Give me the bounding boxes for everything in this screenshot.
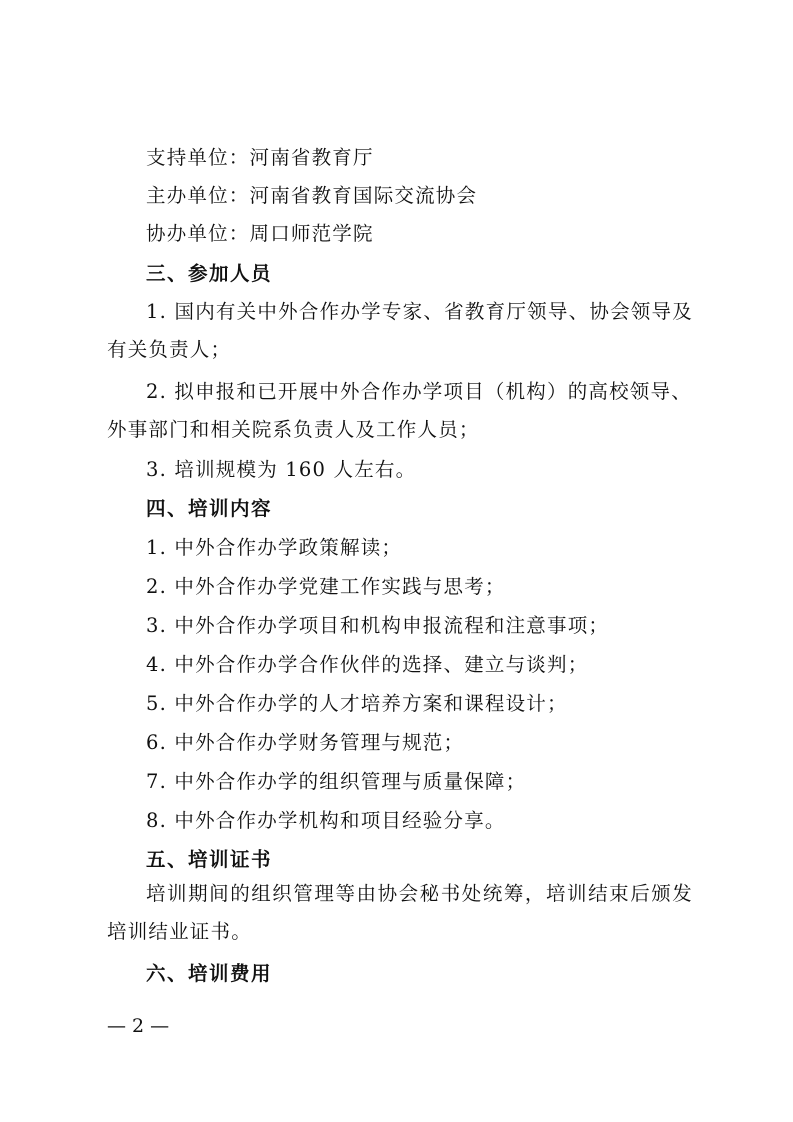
content-item-7: 7. 中外合作办学的组织管理与质量保障；: [146, 770, 527, 793]
section-heading-fees: 六、培训费用: [146, 962, 273, 985]
content-item-3: 3. 中外合作办学项目和机构申报流程和注意事项；: [146, 614, 610, 637]
participants-item-2-line-1: 2. 拟申报和已开展中外合作办学项目（机构）的高校领导、: [146, 380, 692, 403]
content-item-2: 2. 中外合作办学党建工作实践与思考；: [146, 575, 506, 598]
host-unit: 主办单位：河南省教育国际交流协会: [146, 184, 478, 207]
content-item-8: 8. 中外合作办学机构和项目经验分享。: [146, 809, 506, 832]
certificate-line-2: 培训结业证书。: [107, 920, 252, 943]
participants-item-1-line-2: 有关负责人；: [107, 338, 232, 361]
cohost-unit: 协办单位：周口师范学院: [146, 222, 374, 245]
section-heading-participants: 三、参加人员: [146, 262, 273, 285]
support-unit: 支持单位：河南省教育厅: [146, 146, 374, 169]
content-item-4: 4. 中外合作办学合作伙伴的选择、建立与谈判；: [146, 653, 589, 676]
page-number: — 2 —: [107, 1015, 170, 1037]
certificate-line-1: 培训期间的组织管理等由协会秘书处统筹，培训结束后颁发: [146, 882, 693, 905]
section-heading-content: 四、培训内容: [146, 497, 273, 520]
content-item-5: 5. 中外合作办学的人才培养方案和课程设计；: [146, 692, 568, 715]
section-heading-certificate: 五、培训证书: [146, 848, 273, 871]
participants-item-2-line-2: 外事部门和相关院系负责人及工作人员；: [107, 418, 480, 441]
participants-item-1-line-1: 1. 国内有关中外合作办学专家、省教育厅领导、协会领导及: [146, 300, 693, 323]
participants-item-3: 3. 培训规模为 160 人左右。: [146, 458, 417, 481]
content-item-1: 1. 中外合作办学政策解读；: [146, 536, 403, 559]
content-item-6: 6. 中外合作办学财务管理与规范；: [146, 731, 465, 754]
